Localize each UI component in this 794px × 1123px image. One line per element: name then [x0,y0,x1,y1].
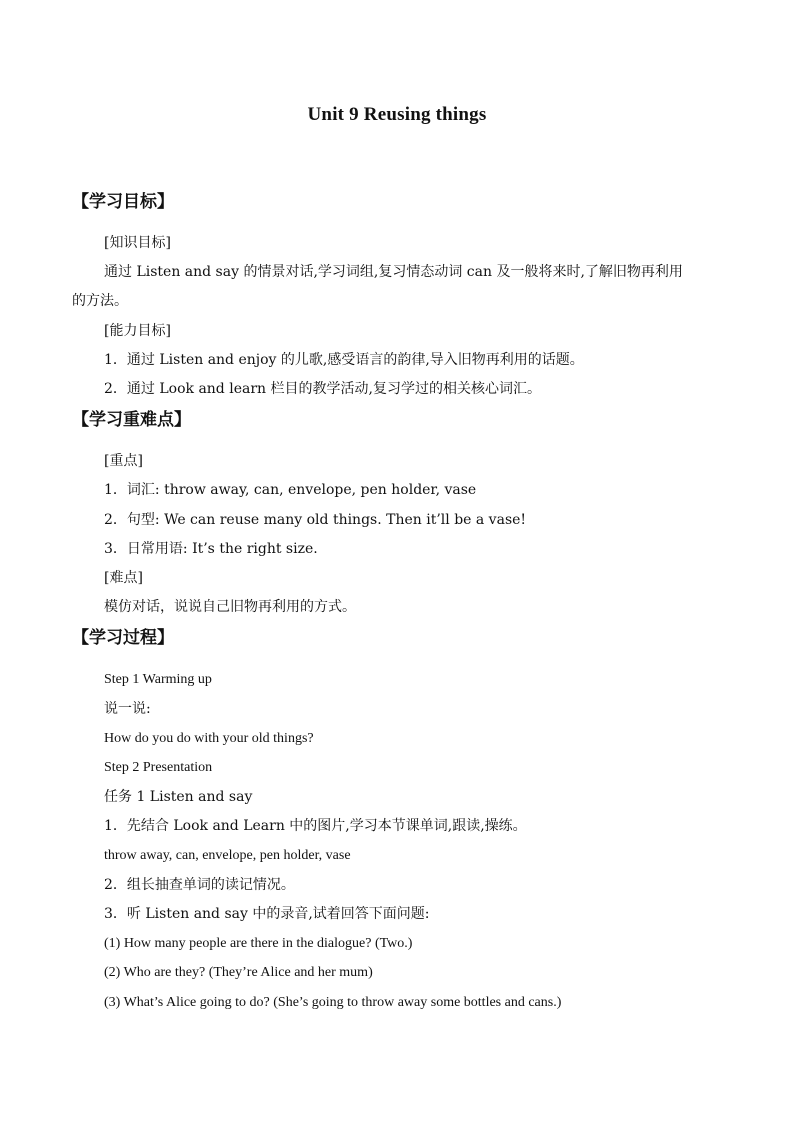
question-3: (3) What’s Alice going to do? (She’s going to throw away some bottles and cans.) [104,995,562,1010]
task-1: 任务 1 Listen and say [104,789,253,805]
process-item-2: 2．组长抽查单词的读记情况。 [104,877,295,893]
ability-label: [能力目标] [104,323,171,339]
say-label: 说一说: [104,701,151,717]
step-2: Step 2 Presentation [104,760,213,775]
difficult-label: [难点] [104,570,143,586]
knowledge-text-line1: 通过 Listen and say 的情景对话,学习词组,复习情态动词 can 及一般将来时,了解旧物再利用 [104,264,683,280]
ability-item-2: 2．通过 Look and learn 栏目的教学活动,复习学过的相关核心词汇。 [104,381,541,397]
process-heading: 【学习过程】 [72,628,174,648]
step-1: Step 1 Warming up [104,672,212,687]
document-title: Unit 9 Reusing things [307,104,487,125]
process-item-1: 1．先结合 Look and Learn 中的图片,学习本节课单词,跟读,操练。 [104,818,527,834]
process-item-3: 3．听 Listen and say 中的录音,试着回答下面问题: [104,906,430,922]
key-points-heading: 【学习重难点】 [72,410,191,430]
objectives-heading: 【学习目标】 [72,192,174,212]
question-2: (2) Who are they? (They’re Alice and her mum) [104,965,373,980]
warmup-question: How do you do with your old things? [104,731,314,746]
knowledge-label: [知识目标] [104,235,171,251]
key-item-1: 1．词汇: throw away, can, envelope, pen holder, vase [104,482,477,498]
ability-item-1: 1．通过 Listen and enjoy 的儿歌,感受语言的韵律,导入旧物再利用的话题。 [104,352,584,368]
vocabulary-words: throw away, can, envelope, pen holder, vase [104,848,351,863]
difficult-text: 模仿对话，说说自己旧物再利用的方式。 [104,599,356,615]
key-item-2: 2．句型: We can reuse many old things. Then it’ll be a vase! [104,512,527,528]
knowledge-text-line2: 的方法。 [72,293,128,309]
question-1: (1) How many people are there in the dialogue? (Two.) [104,936,413,951]
key-item-3: 3．日常用语: It’s the right size. [104,541,318,557]
key-label: [重点] [104,453,143,469]
